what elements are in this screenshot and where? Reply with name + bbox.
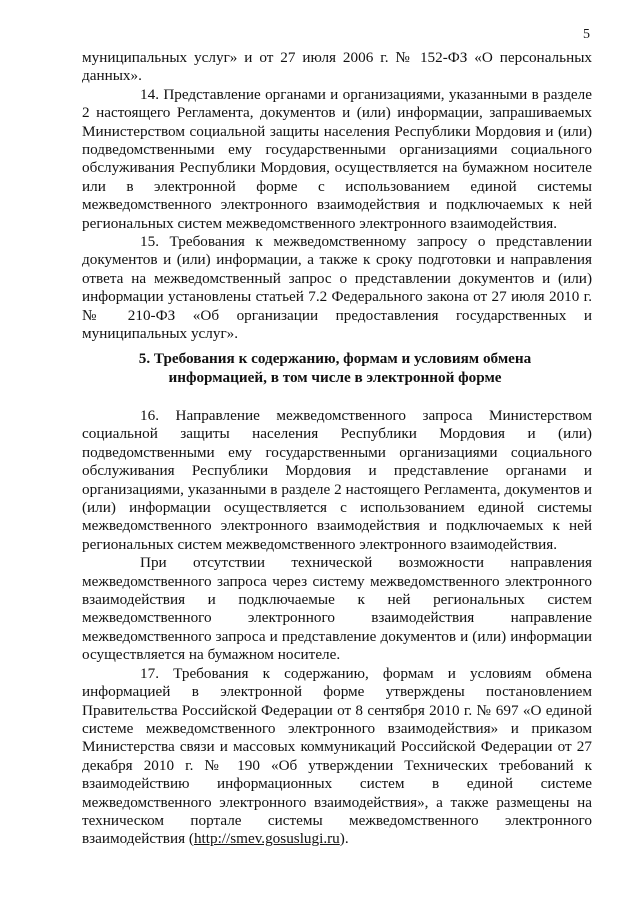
text-block-top: [82, 49, 592, 344]
paragraph-16-continued: При отсутствии технической возможности направления межведомственного запроса через систему межведомственного электронного взаимодействия и подключаемые к ней региональных систем межведомственного электронного взаимодействия направление межведомственного запроса и представление документов и (или) информации осуществляется на бумажном носителе.: [82, 554, 592, 664]
paragraph-16: 16. Направление межведомственного запроса Министерством социальной защиты населения Республики Мордовия и (или) подведомственными ему государственными организациями социального обслуживания Республики Мордовия и представление органами и организациями, указанными в разделе 2 настоящего Регламента, документов и (или) информации осуществляется с использованием единой системы межведомственного электронного взаимодействия и подключаемых к ней региональных систем межведомственного электронного взаимодействия.: [82, 407, 592, 553]
paragraph-13-end: муниципальных услуг» и от 27 июля 2006 г. № 152-ФЗ «О персональных данных».: [82, 49, 592, 85]
section-heading-line-2: информацией, в том числе в электронной форме: [168, 369, 502, 386]
paragraph-17-text: 17. Требования к содержанию, формам и условиям обмена информацией в электронной форме утверждены постановлением Правительства Российской Федерации от 8 сентября 2010 г. № 697 «О единой системе межведомственного электронного взаимодействия» и приказом Министерства связи и массовых коммуникаций Российской Федерации от 27 декабря 2010 г. № 190 «Об утверждении Технических требований к взаимодействию информационных систем в единой системе межведомственного электронного взаимодействия», а также размещены на техническом портале системы межведомственного электронного взаимодействия: [82, 664, 592, 848]
section-heading: [110, 349, 560, 387]
text-block-bottom: [82, 407, 592, 849]
link-prefix: (: [185, 830, 194, 848]
section-heading-line-1: 5. Требования к содержанию, формам и условиям обмена: [138, 350, 532, 367]
paragraph-14: 14. Представление органами и организациями, указанными в разделе 2 настоящего Регламента, документов и (или) информации, запрашиваемых Министерством социальной защиты населения Республики Мордовия и (или) подведомственными ему государственными организациями социального обслуживания Республики Мордовия, осуществляется на бумажном носителе или в электронной форме с использованием единой системы межведомственного электронного взаимодействия и подключаемых к ней региональных систем межведомственного электронного взаимодействия.: [82, 85, 592, 232]
paragraph-15: 15. Требования к межведомственному запросу о представлении документов и (или) информации, а также к сроку подготовки и направления ответа на межведомственный запрос о представлении документов и (или) информации установлены статьей 7.2 Федерального закона от 27 июля 2010 г. № 210-ФЗ «Об организации предоставления государственных и муниципальных услуг».: [82, 233, 592, 343]
paragraph-17: [82, 665, 592, 849]
page-number: 5: [583, 27, 590, 42]
link-suffix: ).: [339, 830, 349, 848]
smev-portal-link[interactable]: http://smev.gosuslugi.ru: [193, 830, 340, 848]
